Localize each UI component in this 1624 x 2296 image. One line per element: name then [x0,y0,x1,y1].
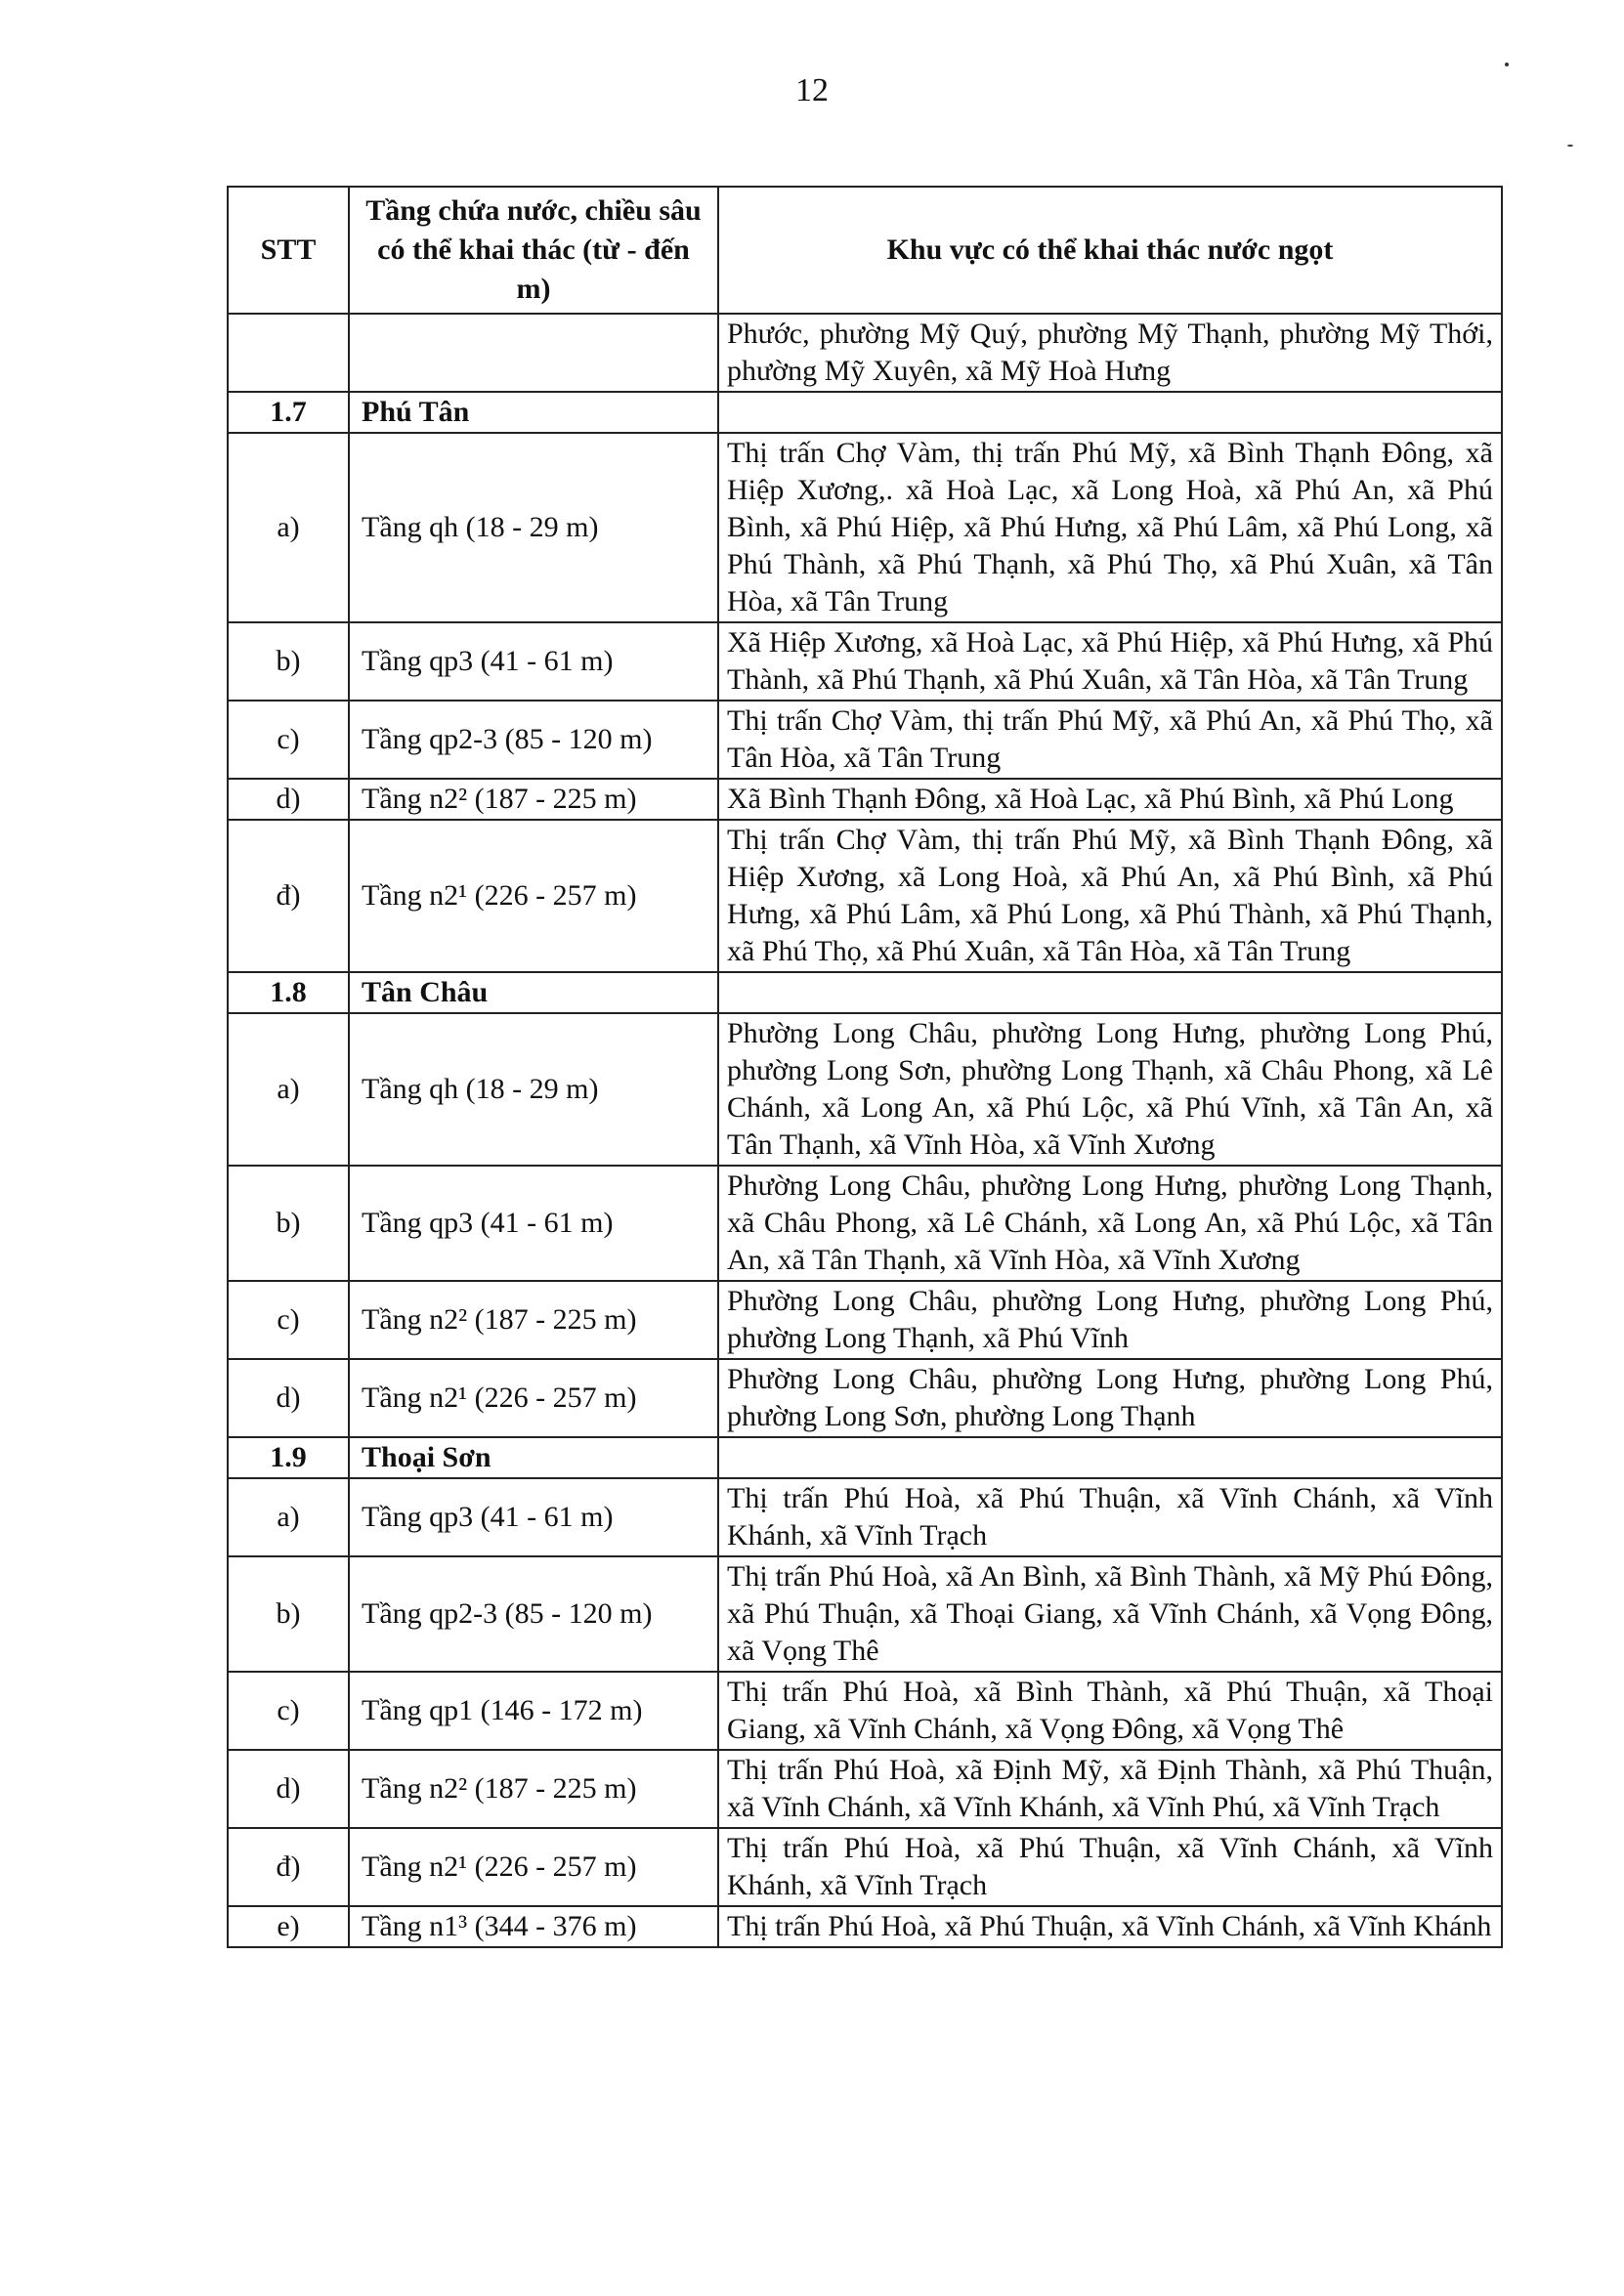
table-row [228,1828,1502,1906]
layer-cell: Tầng n2² (187 - 225 m) [349,1750,718,1828]
area-cell: Thị trấn Chợ Vàm, thị trấn Phú Mỹ, xã Bình Thạnh Đông, xã Hiệp Xương, xã Long Hoà, xã Phú An, xã Phú Bình, xã Phú Hưng, xã Phú Lâm, xã Phú Long, xã Phú Thành, xã Phú Thạnh, xã Phú Thọ, xã Phú Xuân, xã Tân Hòa, xã Tân Trung [718,820,1502,972]
area-cell: Phường Long Châu, phường Long Hưng, phường Long Thạnh, xã Châu Phong, xã Lê Chánh, xã Long An, xã Phú Lộc, xã Tân An, xã Tân Thạnh, xã Vĩnh Hòa, xã Vĩnh Xương [718,1166,1502,1281]
header-area: Khu vực có thể khai thác nước ngọt [718,187,1502,314]
area-cell: Thị trấn Phú Hoà, xã Phú Thuận, xã Vĩnh Chánh, xã Vĩnh Khánh, xã Vĩnh Trạch [718,1828,1502,1906]
stt-cell: đ) [228,820,349,972]
stt-cell: b) [228,1556,349,1672]
header-layer: Tầng chứa nước, chiều sâu có thể khai thác (từ - đến m) [349,187,718,314]
layer-cell: Tầng qp3 (41 - 61 m) [349,1166,718,1281]
layer-cell: Tầng n2¹ (226 - 257 m) [349,820,718,972]
group-row [228,972,1502,1013]
layer-cell: Tân Châu [349,972,718,1013]
stt-cell: c) [228,1281,349,1359]
area-cell: Phường Long Châu, phường Long Hưng, phường Long Phú, phường Long Thạnh, xã Phú Vĩnh [718,1281,1502,1359]
stt-cell: a) [228,1478,349,1556]
table-row [228,622,1502,701]
layer-cell: Tầng n2² (187 - 225 m) [349,779,718,820]
header-stt: STT [228,187,349,314]
stt-cell [228,314,349,392]
table-row [228,433,1502,622]
stt-cell: d) [228,1750,349,1828]
layer-cell: Tầng qp1 (146 - 172 m) [349,1672,718,1750]
table-row [228,1750,1502,1828]
table-header-row [228,187,1502,314]
area-cell: Phường Long Châu, phường Long Hưng, phường Long Phú, phường Long Sơn, phường Long Thạnh [718,1359,1502,1437]
scan-speck [1505,63,1509,66]
stt-cell: c) [228,1672,349,1750]
layer-cell [349,314,718,392]
table-row [228,1478,1502,1556]
layer-cell: Tầng qp3 (41 - 61 m) [349,622,718,701]
area-cell [718,972,1502,1013]
table-row [228,314,1502,392]
table-row [228,1906,1502,1947]
layer-cell: Tầng n1³ (344 - 376 m) [349,1906,718,1947]
layer-cell: Tầng n2¹ (226 - 257 m) [349,1359,718,1437]
area-cell: Thị trấn Chợ Vàm, thị trấn Phú Mỹ, xã Phú An, xã Phú Thọ, xã Tân Hòa, xã Tân Trung [718,701,1502,779]
table-row [228,701,1502,779]
page-number: 12 [795,72,829,108]
table-row [228,779,1502,820]
area-cell: Phường Long Châu, phường Long Hưng, phường Long Phú, phường Long Sơn, phường Long Thạnh, xã Châu Phong, xã Lê Chánh, xã Long An, xã Phú Lộc, xã Phú Vĩnh, xã Tân An, xã Tân Thạnh, xã Vĩnh Hòa, xã Vĩnh Xương [718,1013,1502,1166]
area-cell: Xã Bình Thạnh Đông, xã Hoà Lạc, xã Phú Bình, xã Phú Long [718,779,1502,820]
stt-cell: e) [228,1906,349,1947]
group-row [228,392,1502,433]
layer-cell: Tầng qp2-3 (85 - 120 m) [349,701,718,779]
area-cell: Thị trấn Phú Hoà, xã Bình Thành, xã Phú Thuận, xã Thoại Giang, xã Vĩnh Chánh, xã Vọng Đông, xã Vọng Thê [718,1672,1502,1750]
area-cell: Thị trấn Phú Hoà, xã Định Mỹ, xã Định Thành, xã Phú Thuận, xã Vĩnh Chánh, xã Vĩnh Khánh, xã Vĩnh Phú, xã Vĩnh Trạch [718,1750,1502,1828]
stt-cell: b) [228,1166,349,1281]
table-row [228,1359,1502,1437]
layer-cell: Tầng n2¹ (226 - 257 m) [349,1828,718,1906]
layer-cell: Phú Tân [349,392,718,433]
group-row [228,1437,1502,1478]
stt-cell: 1.7 [228,392,349,433]
stt-cell: c) [228,701,349,779]
layer-cell: Tầng n2² (187 - 225 m) [349,1281,718,1359]
stt-cell: b) [228,622,349,701]
area-cell: Thị trấn Phú Hoà, xã Phú Thuận, xã Vĩnh Chánh, xã Vĩnh Khánh, xã Vĩnh Trạch [718,1478,1502,1556]
area-cell: Thị trấn Chợ Vàm, thị trấn Phú Mỹ, xã Bình Thạnh Đông, xã Hiệp Xương,. xã Hoà Lạc, xã Long Hoà, xã Phú An, xã Phú Bình, xã Phú Hiệp, xã Phú Hưng, xã Phú Lâm, xã Phú Long, xã Phú Thành, xã Phú Thạnh, xã Phú Thọ, xã Phú Xuân, xã Tân Hòa, xã Tân Trung [718,433,1502,622]
layer-cell: Thoại Sơn [349,1437,718,1478]
table-row [228,1672,1502,1750]
layer-cell: Tầng qh (18 - 29 m) [349,433,718,622]
table-row [228,1556,1502,1672]
stt-cell: 1.8 [228,972,349,1013]
area-cell [718,392,1502,433]
table-row [228,820,1502,972]
stt-cell: 1.9 [228,1437,349,1478]
area-cell: Xã Hiệp Xương, xã Hoà Lạc, xã Phú Hiệp, xã Phú Hưng, xã Phú Thành, xã Phú Thạnh, xã Phú Xuân, xã Tân Hòa, xã Tân Trung [718,622,1502,701]
stt-cell: a) [228,1013,349,1166]
stt-cell: a) [228,433,349,622]
layer-cell: Tầng qh (18 - 29 m) [349,1013,718,1166]
table-row [228,1166,1502,1281]
area-cell: Thị trấn Phú Hoà, xã An Bình, xã Bình Thành, xã Mỹ Phú Đông, xã Phú Thuận, xã Thoại Giang, xã Vĩnh Chánh, xã Vọng Đông, xã Vọng Thê [718,1556,1502,1672]
layer-cell: Tầng qp3 (41 - 61 m) [349,1478,718,1556]
scan-speck [1567,145,1573,147]
layer-cell: Tầng qp2-3 (85 - 120 m) [349,1556,718,1672]
area-cell: Thị trấn Phú Hoà, xã Phú Thuận, xã Vĩnh Chánh, xã Vĩnh Khánh [718,1906,1502,1947]
stt-cell: đ) [228,1828,349,1906]
table-row [228,1013,1502,1166]
stt-cell: d) [228,779,349,820]
stt-cell: d) [228,1359,349,1437]
table-row [228,1281,1502,1359]
area-cell: Phước, phường Mỹ Quý, phường Mỹ Thạnh, phường Mỹ Thới, phường Mỹ Xuyên, xã Mỹ Hoà Hưng [718,314,1502,392]
area-cell [718,1437,1502,1478]
table-body [228,314,1502,1947]
aquifer-table [227,186,1503,1948]
